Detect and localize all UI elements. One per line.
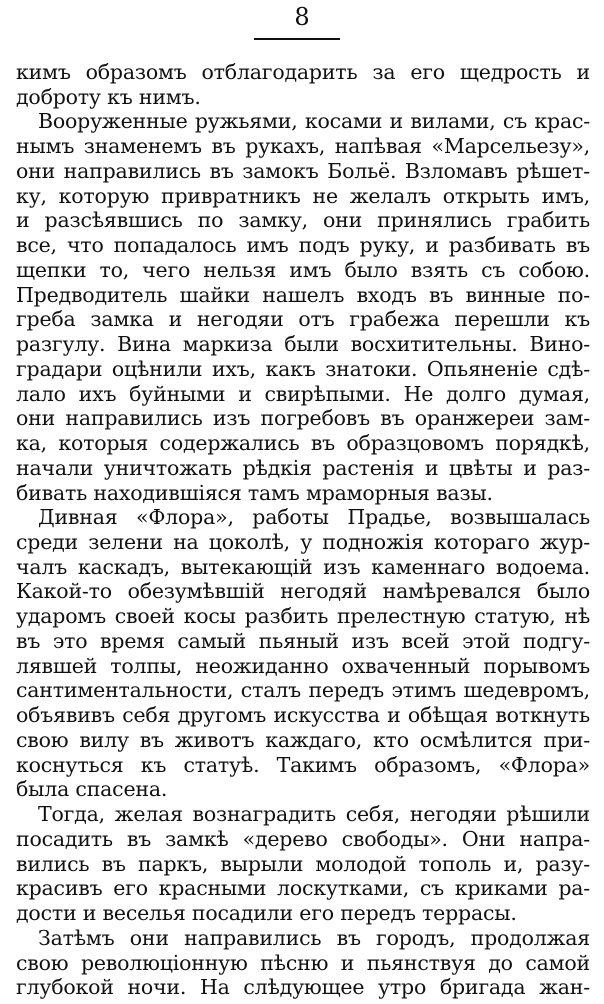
text-line: и разсѣявшись по замку, они принялись грабить [16, 208, 590, 233]
text-line: все, что попадалось имъ подъ руку, и разбивать въ [16, 233, 590, 258]
text-line: щепки то, чего нельзя имъ было взять съ собою. [16, 257, 590, 282]
text-line: Предводитель шайки нашелъ входъ въ винные по- [16, 282, 590, 307]
text-line: глубокой ночи. На слѣдующее утро бригада жан- [16, 975, 590, 1000]
text-line: посадить въ замкѣ «дерево свободы». Они напра- [16, 826, 590, 851]
text-line: Какой-то обезумѣвшій негодяй намѣревался было [16, 579, 590, 604]
page-number-rule [254, 38, 340, 40]
text-line: ку, которую привратникъ не желалъ открыть имъ, [16, 183, 590, 208]
text-line: среди зелени на цоколѣ, у подножія котораго жур- [16, 530, 590, 554]
text-line: бивать находившіяся тамъ мраморныя вазы. [16, 480, 493, 505]
text-line: они направились въ замокъ Больё. Взломавъ рѣшет- [16, 158, 590, 183]
text-line: разгулу. Вина маркиза были восхитительны. Вино- [16, 332, 590, 357]
text-line: нымъ знаменемъ въ рукахъ, напѣвая «Марсельезу», [16, 134, 590, 159]
text-line: была спасена. [16, 777, 168, 802]
text-line: объявивъ себя другомъ искусства и обѣщая воткнуть [16, 703, 590, 728]
text-line: они направились изъ погребовъ въ оранжереи зам- [16, 406, 590, 431]
text-line: ка, которыя содержались въ образцовомъ порядкѣ, [16, 431, 590, 456]
text-line: ударомъ своей косы разбить прелестную статую, нѣ [16, 604, 590, 629]
text-line: лало ихъ буйными и свирѣпыми. Не долго думая, [16, 381, 590, 406]
text-line: сантиментальности, сталъ передъ этимъ шедевромъ, [16, 678, 590, 703]
text-line: вились въ паркъ, вырыли молодой тополь и, разу- [16, 851, 590, 876]
text-line: лявшей толпы, неожиданно охваченный порывомъ [16, 653, 590, 678]
text-line: коснуться къ статуѣ. Такимъ образомъ, «Флора» [16, 752, 590, 777]
text-line: греба замка и негодяи отъ грабежа перешли къ [16, 307, 590, 332]
text-line: Тогда, желая вознаградить себя, негодяи рѣшили [38, 802, 590, 827]
text-line: Вооруженные ружьями, косами и вилами, съ крас- [38, 109, 590, 134]
page-number: 8 [294, 3, 310, 31]
text-line: свою вилу въ животъ каждаго, кто осмѣлится при- [16, 727, 590, 752]
text-line: доброту къ нимъ. [16, 84, 201, 109]
text-line: красивъ его красными лоскутками, съ криками ра- [16, 876, 590, 901]
text-line: дости и веселья посадили его передъ террасы. [16, 901, 517, 926]
text-line: чалъ каскадъ, вытекающій изъ каменнаго водоема. [16, 554, 590, 579]
text-line: Затѣмъ они направились въ городъ, продолжая [38, 925, 590, 950]
text-line: въ это время самый пьяный изъ всей этой подгу- [16, 628, 590, 653]
text-line: кимъ образомъ отблагодарить за его щедрость и [16, 60, 590, 84]
text-line: Дивная «Флора», работы Прадье, возвышалась [38, 505, 590, 530]
text-line: начали уничтожать рѣдкія растенія и цвѣты и раз- [16, 455, 590, 480]
text-line: градари оцѣнили ихъ, какъ знатоки. Опьяненіе сдѣ- [16, 356, 590, 381]
text-line: свою революціонную пѣсню и пьянствуя до самой [16, 950, 590, 975]
